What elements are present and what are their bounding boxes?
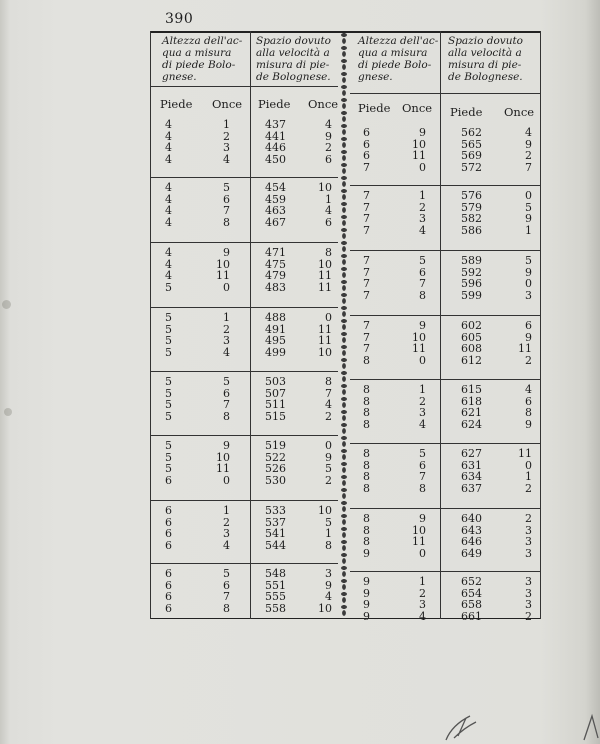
spazio-once-cell: 11 [318,334,332,347]
piede-cell: 8 [363,383,370,396]
once-cell: 11 [216,462,230,475]
piede-cell: 7 [363,319,370,332]
spazio-once-cell: 2 [525,609,532,623]
spazio-piede-cell: 602 [461,319,482,332]
piede-cell: 5 [165,462,172,475]
spazio-piede-cell: 499 [265,345,286,359]
spazio-piede-cell: 592 [461,265,482,279]
once-cell: 1 [223,311,230,324]
piede-cell: 5 [165,280,172,294]
spazio-once-cell: 7 [325,386,332,400]
spazio-piede-cell: 562 [461,126,482,139]
velocity-table [150,31,541,623]
once-cell: 10 [216,450,230,464]
once-cell: 2 [419,200,426,214]
spazio-piede-cell: 551 [265,578,286,592]
unit-piede: Piede [258,97,291,111]
spazio-piede-cell: 555 [265,590,286,603]
piede-cell: 8 [363,470,370,483]
once-cell: 8 [419,481,426,495]
piede-cell: 9 [363,546,370,560]
piede-cell: 8 [363,417,370,431]
piede-cell: 5 [165,439,172,452]
spazio-once-cell: 3 [525,535,532,548]
once-cell: 10 [412,330,426,344]
piede-cell: 8 [363,458,370,472]
spazio-piede-cell: 511 [265,398,286,411]
spazio-once-cell: 6 [325,215,332,229]
piede-cell: 7 [363,223,370,237]
once-cell: 2 [223,322,230,336]
once-cell: 6 [223,578,230,592]
spazio-once-cell: 1 [325,192,332,206]
spazio-once-cell: 5 [325,462,332,475]
once-cell: 2 [419,586,426,600]
header-spazio-right: Spazio dovuto alla velocità a misura di pie- de Bolognese. [448,35,524,83]
group-rule [350,571,540,572]
spazio-once-cell: 8 [325,538,332,552]
spazio-once-cell: 10 [318,257,332,271]
spazio-once-cell: 5 [525,200,532,214]
spazio-piede-cell: 634 [461,470,482,483]
unit-once: Once [402,101,433,115]
spazio-piede-cell: 586 [461,223,482,237]
piede-cell: 6 [363,149,370,162]
spazio-piede-cell: 537 [265,515,286,529]
piede-cell: 4 [165,204,172,217]
once-cell: 1 [223,504,230,517]
piede-cell: 5 [165,375,172,388]
spazio-piede-cell: 548 [265,567,286,580]
once-cell: 4 [223,538,230,552]
once-cell: 11 [412,149,426,162]
once-cell: 0 [419,160,426,174]
once-cell: 7 [223,398,230,411]
spazio-once-cell: 10 [318,181,332,194]
spazio-piede-cell: 441 [265,129,286,143]
once-cell: 7 [419,277,426,290]
spazio-piede-cell: 558 [265,601,286,615]
spazio-once-cell: 4 [525,126,532,139]
spazio-piede-cell: 599 [461,288,482,302]
spazio-once-cell: 11 [518,342,532,355]
group-rule [350,443,540,444]
piede-cell: 4 [165,129,172,143]
piede-cell: 7 [363,200,370,214]
spazio-once-cell: 0 [525,458,532,472]
group-rule [150,307,338,308]
piede-cell: 4 [165,118,172,131]
spazio-piede-cell: 475 [265,257,286,271]
spazio-once-cell: 8 [325,246,332,259]
spazio-once-cell: 3 [525,598,532,611]
spazio-piede-cell: 654 [461,586,482,600]
spazio-piede-cell: 649 [461,546,482,560]
piede-cell: 6 [165,601,172,615]
spazio-piede-cell: 541 [265,527,286,540]
piede-cell: 5 [165,450,172,464]
piede-cell: 4 [165,269,172,282]
header-rule [150,86,338,87]
piede-cell: 6 [165,504,172,517]
spazio-piede-cell: 612 [461,353,482,367]
piede-cell: 9 [363,586,370,600]
spazio-piede-cell: 503 [265,375,286,388]
once-cell: 5 [223,181,230,194]
spazio-once-cell: 9 [525,137,532,151]
piede-cell: 9 [363,575,370,588]
once-cell: 7 [419,470,426,483]
piede-cell: 5 [165,386,172,400]
once-cell: 5 [223,375,230,388]
column-divider [440,31,441,619]
once-cell: 5 [419,254,426,267]
spazio-piede-cell: 479 [265,269,286,282]
column-divider [540,31,541,619]
spazio-once-cell: 1 [325,527,332,540]
group-rule [150,177,338,178]
once-cell: 3 [223,527,230,540]
spazio-piede-cell: 454 [265,181,286,194]
once-cell: 5 [419,447,426,460]
spazio-once-cell: 6 [525,394,532,408]
piede-cell: 4 [165,141,172,154]
spazio-once-cell: 9 [525,330,532,344]
spazio-piede-cell: 608 [461,342,482,355]
piede-cell: 6 [165,515,172,529]
once-cell: 2 [223,515,230,529]
spazio-piede-cell: 637 [461,481,482,495]
piede-cell: 9 [363,609,370,623]
piede-cell: 4 [165,215,172,229]
spazio-once-cell: 2 [525,512,532,525]
spazio-once-cell: 9 [525,265,532,279]
spazio-once-cell: 2 [325,409,332,423]
once-cell: 10 [412,523,426,537]
header-rule [350,93,540,94]
once-cell: 8 [223,409,230,423]
once-cell: 7 [223,590,230,603]
spazio-piede-cell: 640 [461,512,482,525]
group-rule [350,185,540,186]
spazio-piede-cell: 491 [265,322,286,336]
piede-cell: 6 [363,126,370,139]
unit-piede: Piede [450,105,483,119]
once-cell: 8 [223,215,230,229]
piede-cell: 5 [165,334,172,347]
piede-cell: 4 [165,257,172,271]
spazio-once-cell: 8 [525,406,532,419]
spazio-piede-cell: 522 [265,450,286,464]
group-rule [350,250,540,251]
spazio-once-cell: 3 [525,575,532,588]
unit-once: Once [308,97,339,111]
spazio-once-cell: 2 [525,149,532,162]
piede-cell: 9 [363,598,370,611]
header-spazio-left: Spazio dovuto alla velocità a misura di pie- de Bolognese. [256,35,332,83]
spazio-piede-cell: 463 [265,204,286,217]
group-rule [150,500,338,501]
spazio-once-cell: 0 [325,439,332,452]
once-cell: 3 [419,598,426,611]
piede-cell: 6 [165,590,172,603]
piede-cell: 6 [165,578,172,592]
once-cell: 3 [419,406,426,419]
spazio-piede-cell: 446 [265,141,286,154]
piede-cell: 5 [165,398,172,411]
piede-cell: 5 [165,409,172,423]
group-rule [150,371,338,372]
spazio-once-cell: 9 [325,450,332,464]
piede-cell: 5 [165,322,172,336]
once-cell: 11 [412,342,426,355]
once-cell: 4 [419,417,426,431]
piede-cell: 7 [363,254,370,267]
spazio-piede-cell: 495 [265,334,286,347]
spazio-piede-cell: 624 [461,417,482,431]
piede-cell: 7 [363,160,370,174]
spazio-once-cell: 4 [325,204,332,217]
once-cell: 0 [419,353,426,367]
paper-stain [4,408,12,416]
spazio-piede-cell: 569 [461,149,482,162]
spazio-piede-cell: 471 [265,246,286,259]
paper-stain [2,300,11,309]
page-number: 390 [165,11,194,27]
spazio-piede-cell: 507 [265,386,286,400]
spazio-once-cell: 8 [325,375,332,388]
once-cell: 6 [223,192,230,206]
piede-cell: 4 [165,246,172,259]
piede-cell: 8 [363,481,370,495]
spazio-piede-cell: 533 [265,504,286,517]
once-cell: 8 [223,601,230,615]
once-cell: 11 [412,535,426,548]
spazio-piede-cell: 652 [461,575,482,588]
piede-cell: 8 [363,512,370,525]
header-altezza-right: Altezza dell'ac- qua a misura di piede Bolo- gnese. [358,35,439,83]
unit-piede: Piede [358,101,391,115]
spazio-piede-cell: 589 [461,254,482,267]
spazio-once-cell: 9 [525,212,532,225]
spazio-once-cell: 4 [525,383,532,396]
piede-cell: 7 [363,330,370,344]
piede-cell: 6 [165,527,172,540]
spazio-piede-cell: 519 [265,439,286,452]
once-cell: 2 [223,129,230,143]
header-altezza-left: Altezza dell'ac- qua a misura di piede Bolo- gnese. [162,35,243,83]
spazio-once-cell: 11 [318,322,332,336]
piede-cell: 8 [363,406,370,419]
group-rule [350,315,540,316]
column-divider [250,31,251,619]
spazio-piede-cell: 658 [461,598,482,611]
spazio-piede-cell: 582 [461,212,482,225]
spazio-piede-cell: 605 [461,330,482,344]
piede-cell: 6 [165,538,172,552]
spazio-once-cell: 10 [318,504,332,517]
spazio-piede-cell: 646 [461,535,482,548]
spazio-piede-cell: 615 [461,383,482,396]
once-cell: 1 [419,189,426,202]
spazio-piede-cell: 572 [461,160,482,174]
spazio-once-cell: 4 [325,590,332,603]
piede-cell: 8 [363,447,370,460]
ornamental-chain-divider [338,31,350,619]
once-cell: 5 [223,567,230,580]
piede-cell: 4 [165,192,172,206]
group-rule [150,435,338,436]
spazio-piede-cell: 530 [265,473,286,487]
unit-piede: Piede [160,97,193,111]
once-cell: 0 [419,546,426,560]
once-cell: 9 [223,439,230,452]
once-cell: 1 [223,118,230,131]
spazio-piede-cell: 576 [461,189,482,202]
spazio-piede-cell: 526 [265,462,286,475]
spazio-once-cell: 3 [525,288,532,302]
piede-cell: 7 [363,288,370,302]
piede-cell: 4 [165,152,172,166]
once-cell: 9 [419,319,426,332]
spazio-once-cell: 5 [325,515,332,529]
spazio-once-cell: 3 [325,567,332,580]
spazio-piede-cell: 544 [265,538,286,552]
unit-once: Once [504,105,535,119]
spazio-once-cell: 0 [325,311,332,324]
spazio-once-cell: 0 [525,189,532,202]
spazio-once-cell: 10 [318,345,332,359]
once-cell: 4 [419,609,426,623]
spazio-once-cell: 2 [325,473,332,487]
spazio-once-cell: 0 [525,277,532,290]
spazio-once-cell: 7 [525,160,532,174]
piede-cell: 5 [165,345,172,359]
spazio-piede-cell: 515 [265,409,286,423]
once-cell: 11 [216,269,230,282]
piede-cell: 7 [363,212,370,225]
piede-cell: 6 [363,137,370,151]
spazio-once-cell: 2 [525,481,532,495]
group-rule [150,242,338,243]
spazio-piede-cell: 621 [461,406,482,419]
spazio-once-cell: 1 [525,470,532,483]
piede-cell: 7 [363,189,370,202]
spazio-piede-cell: 627 [461,447,482,460]
spazio-once-cell: 1 [525,223,532,237]
spazio-piede-cell: 618 [461,394,482,408]
spazio-piede-cell: 450 [265,152,286,166]
spazio-piede-cell: 631 [461,458,482,472]
piede-cell: 6 [165,473,172,487]
once-cell: 0 [223,473,230,487]
spazio-piede-cell: 565 [461,137,482,151]
piede-cell: 8 [363,535,370,548]
unit-once: Once [212,97,243,111]
spazio-once-cell: 2 [325,141,332,154]
piede-cell: 5 [165,311,172,324]
spazio-piede-cell: 643 [461,523,482,537]
once-cell: 4 [223,345,230,359]
once-cell: 9 [419,126,426,139]
spazio-once-cell: 11 [518,447,532,460]
spazio-piede-cell: 579 [461,200,482,214]
once-cell: 3 [223,141,230,154]
spazio-once-cell: 3 [525,523,532,537]
once-cell: 6 [419,265,426,279]
once-cell: 8 [419,288,426,302]
spazio-piede-cell: 596 [461,277,482,290]
once-cell: 6 [419,458,426,472]
spazio-piede-cell: 437 [265,118,286,131]
once-cell: 10 [216,257,230,271]
once-cell: 3 [223,334,230,347]
piede-cell: 7 [363,265,370,279]
ink-mark [440,712,482,742]
piede-cell: 6 [165,567,172,580]
spazio-once-cell: 6 [325,152,332,166]
spazio-once-cell: 11 [318,280,332,294]
once-cell: 9 [419,512,426,525]
piede-cell: 8 [363,523,370,537]
once-cell: 4 [223,152,230,166]
piede-cell: 8 [363,353,370,367]
once-cell: 7 [223,204,230,217]
piede-cell: 7 [363,342,370,355]
once-cell: 9 [223,246,230,259]
spazio-piede-cell: 661 [461,609,482,623]
spazio-once-cell: 4 [325,118,332,131]
spazio-once-cell: 5 [525,254,532,267]
column-divider [150,31,151,619]
piede-cell: 4 [165,181,172,194]
once-cell: 1 [419,575,426,588]
once-cell: 4 [419,223,426,237]
piede-cell: 7 [363,277,370,290]
once-cell: 3 [419,212,426,225]
group-rule [150,563,338,564]
once-cell: 0 [223,280,230,294]
ink-mark [580,712,600,742]
once-cell: 6 [223,386,230,400]
spazio-once-cell: 4 [325,398,332,411]
spazio-once-cell: 9 [525,417,532,431]
spazio-once-cell: 2 [525,353,532,367]
group-rule [350,379,540,380]
group-rule [350,508,540,509]
spazio-once-cell: 11 [318,269,332,282]
spazio-once-cell: 6 [525,319,532,332]
piede-cell: 8 [363,394,370,408]
once-cell: 2 [419,394,426,408]
spazio-once-cell: 3 [525,546,532,560]
spazio-once-cell: 9 [325,129,332,143]
spazio-piede-cell: 467 [265,215,286,229]
spazio-piede-cell: 488 [265,311,286,324]
spazio-once-cell: 10 [318,601,332,615]
spazio-once-cell: 9 [325,578,332,592]
spazio-once-cell: 3 [525,586,532,600]
once-cell: 1 [419,383,426,396]
spazio-piede-cell: 483 [265,280,286,294]
once-cell: 10 [412,137,426,151]
spazio-piede-cell: 459 [265,192,286,206]
